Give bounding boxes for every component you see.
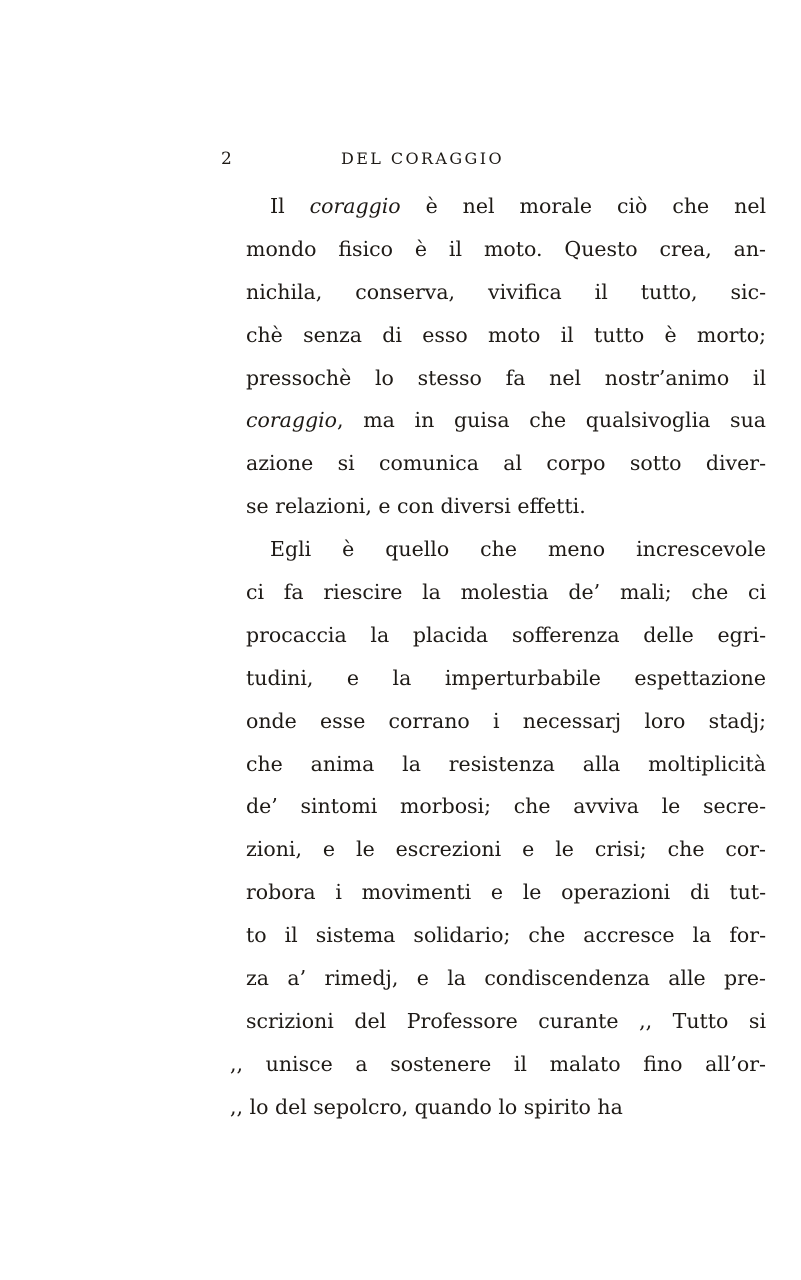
text-line: to il sistema solidario; che accresce la for- [246,923,766,948]
text-line: scrizioni del Professore curante ,, Tutto si [246,1008,766,1033]
emphasis: coraggio [246,408,337,433]
text-line: robora i movimenti e le operazioni di tut- [246,880,766,905]
text-line: onde esse corrano i necessarj loro stadj; [246,708,766,733]
text-line: mondo fisico è il moto. Questo crea, an- [246,236,766,261]
text-line: ,, lo del sepolcro, quando lo spirito ha [230,1094,623,1119]
page-header [0,148,801,172]
text-line: zioni, e le escrezioni e le crisi; che cor- [246,837,766,862]
text-line: se relazioni, e con diversi effetti. [246,494,586,519]
text-line: chè senza di esso moto il tutto è morto; [246,322,766,347]
paragraph-2 [230,528,766,1128]
emphasis: coraggio [309,194,401,218]
text-line: pressochè lo stesso fa nel nostr’animo il [246,365,766,390]
text-line: za a’ rimedj, e la condiscendenza alle pre- [246,966,766,991]
text-line: coraggio, ma in guisa che qualsivoglia sua [246,408,766,433]
text-line: Egli è quello che meno increscevole [270,537,766,562]
text-line: nichila, conserva, vivifica il tutto, sic- [246,279,766,304]
text-line: Il coraggio è nel morale ciò che nel [270,194,767,218]
text-line: ,, unisce a sostenere il malato fino all’or- [230,1051,766,1076]
text-line: de’ sintomi morbosi; che avviva le secre- [246,794,766,819]
text-line: azione si comunica al corpo sotto diver- [246,451,766,476]
text-line: tudini, e la imperturbabile espettazione [246,665,766,690]
text-line: procaccia la placida sofferenza delle egri- [246,622,766,647]
running-head: DEL CORAGGIO [341,149,504,168]
text-line: ci fa riescire la molestia de’ mali; che ci [246,580,766,605]
text-line: che anima la resistenza alla moltiplicità [246,751,766,776]
body-text [230,185,767,1129]
paragraph-1 [246,185,766,528]
page-number: 2 [221,149,232,169]
